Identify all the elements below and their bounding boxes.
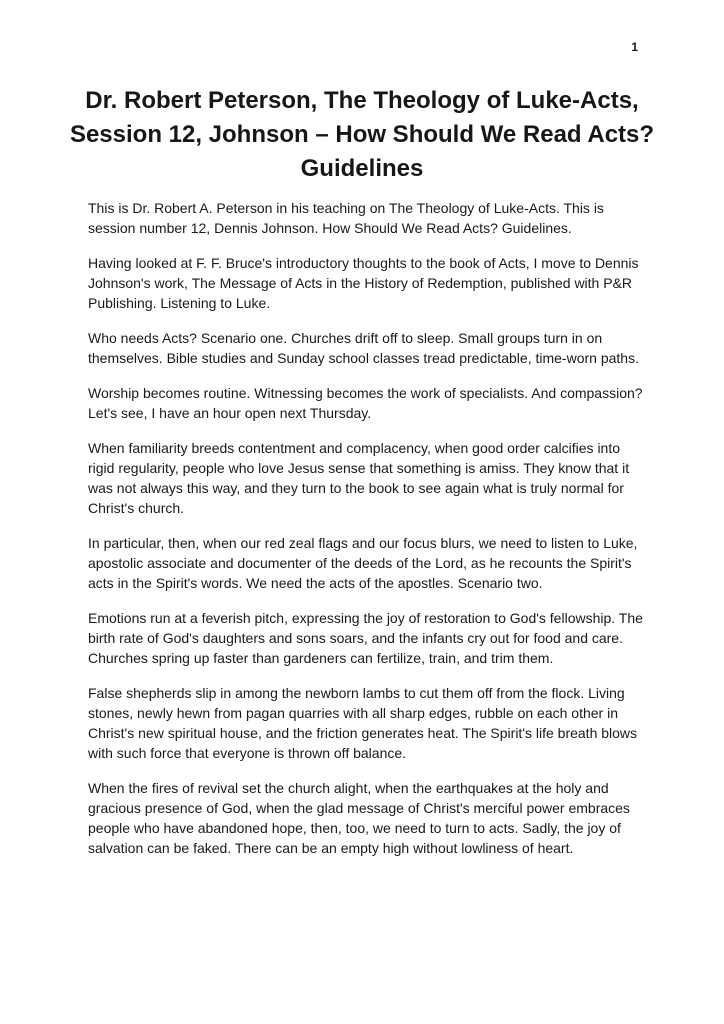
- paragraph: False shepherds slip in among the newborn lambs to cut them off from the flock. Living stones, newly hewn from pagan quarries with all sharp edges, rubble on each other in Christ's new spiritual house, and the friction generates heat. The Spirit's life breath blows with such force that everyone is thrown off balance.: [88, 685, 638, 761]
- paragraph: Having looked at F. F. Bruce's introductory thoughts to the book of Acts, I move to Dennis Johnson's work, The Message of Acts in the History of Redemption, published with P&R Publishing. Listening to Luke.: [88, 255, 639, 311]
- paragraph: When the fires of revival set the church alight, when the earthquakes at the holy and gracious presence of God, when the glad message of Christ's merciful power embraces people who have abandoned hope, then, too, we need to turn to acts. Sadly, the joy of salvation can be faked. There can be an empty high without lowliness of heart.: [88, 780, 630, 856]
- paragraph: Who needs Acts? Scenario one. Churches drift off to sleep. Small groups turn in on themselves. Bible studies and Sunday school classes tread predictable, time-worn paths.: [88, 330, 639, 366]
- paragraph: In particular, then, when our red zeal flags and our focus blurs, we need to listen to Luke, apostolic associate and documenter of the deeds of the Lord, as he recounts the Spirit's acts in the Spirit's words. We need the acts of the apostles. Scenario two.: [88, 535, 638, 591]
- title-line-3: Guidelines: [300, 155, 424, 182]
- title-line-1: Dr. Robert Peterson, The Theology of Luke-Acts,: [85, 87, 639, 114]
- title-line-2: Session 12, Johnson – How Should We Read Acts?: [69, 121, 655, 148]
- paragraph: When familiarity breeds contentment and complacency, when good order calcifies into rigid regularity, people who love Jesus sense that something is amiss. They know that it was not always this way, and they turn to the book to see again what is truly normal for Christ's church.: [88, 440, 630, 516]
- paragraph: Worship becomes routine. Witnessing becomes the work of specialists. And compassion? Let's see, I have an hour open next Thursday.: [88, 385, 643, 421]
- document-title: [58, 84, 666, 186]
- paragraph: This is Dr. Robert A. Peterson in his teaching on The Theology of Luke-Acts. This is session number 12, Dennis Johnson. How Should We Read Acts? Guidelines.: [88, 200, 604, 236]
- page-number: 1: [631, 40, 638, 54]
- paragraph: Emotions run at a feverish pitch, expressing the joy of restoration to God's fellowship. The birth rate of God's daughters and sons soars, and the infants cry out for food and care. Churches spring up faster than gardeners can fertilize, train, and trim them.: [88, 610, 643, 666]
- document-body: [88, 198, 648, 858]
